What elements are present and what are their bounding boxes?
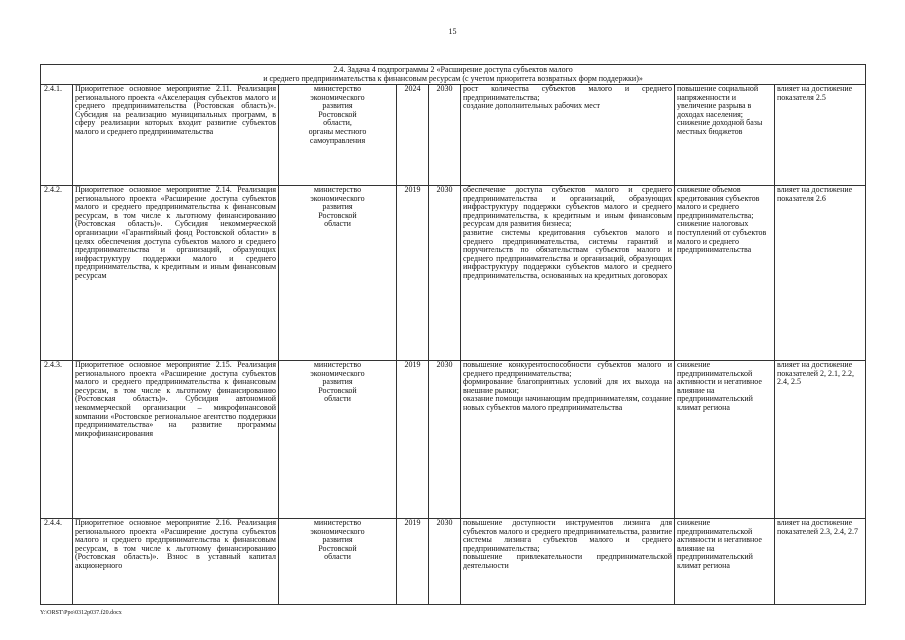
heading-line-1: 2.4. Задача 4 подпрограммы 2 «Расширение доступа субъектов малого [333,65,573,74]
footer-file-path: Y:\ORST\Ppo\0312p037.f20.docx [40,610,122,616]
table-row [41,85,866,186]
end-year-cell: 2030 [429,85,461,186]
indicators-cell: влияет на достижение показателя 2.5 [775,85,866,186]
table-row [41,186,866,361]
executor-cell: министерство экономического развития Ростовской области [279,186,397,361]
row-number: 2.4.4. [41,519,73,605]
indicators-cell: влияет на достижение показателей 2.3, 2.4, 2.7 [775,519,866,605]
result-cell: рост количества субъектов малого и среднего предпринимательства; создание дополнительных рабочих мест [461,85,675,186]
consequences-cell: снижение предпринимательской активности и негативное влияние на предпринимательский климат региона [675,519,775,605]
executor-cell: министерство экономического развития Ростовской области [279,519,397,605]
consequences-cell: повышение социальной напряженности и увеличение разрыва в доходах населения; снижение доходной базы местных бюджетов [675,85,775,186]
program-table [40,64,866,605]
start-year-cell: 2019 [397,519,429,605]
page-number: 15 [448,27,457,36]
table-row [41,361,866,519]
end-year-cell: 2030 [429,361,461,519]
indicators-cell: влияет на достижение показателей 2, 2.1, 2.2, 2.4, 2.5 [775,361,866,519]
row-number: 2.4.1. [41,85,73,186]
end-year-cell: 2030 [429,186,461,361]
row-number: 2.4.3. [41,361,73,519]
measure-cell: Приоритетное основное мероприятие 2.16. Реализация регионального проекта «Расширение доступа субъектов малого и среднего предпринимательства к финансовым ресурсам, в том числе к льготному финансированию (Ростовская область)». Взнос в уставный капитал акционерного [73,519,279,605]
consequences-cell: снижение предпринимательской активности и негативное влияние на предпринимательский климат региона [675,361,775,519]
measure-cell: Приоритетное основное мероприятие 2.15. Реализация регионального проекта «Расширение доступа субъектов малого и среднего предпринимательства к финансовым ресурсам, в том числе к льготному финансированию (Ростовская область)». Субсидия автономной некоммерческой организации – микрофинансовой компании «Ростовское региональное агентство поддержки предпринимательства» на развитие программы микрофинансирования [73,361,279,519]
indicators-cell: влияет на достижение показателя 2.6 [775,186,866,361]
start-year-cell: 2024 [397,85,429,186]
heading-line-2: и среднего предпринимательства к финансовым ресурсам (с учетом приоритета возвратных форм поддержки)» [263,74,643,83]
row-number: 2.4.2. [41,186,73,361]
consequences-cell: снижение объемов кредитования субъектов малого и среднего предпринимательства; снижение налоговых поступлений от субъектов малого и среднего предпринимательства [675,186,775,361]
start-year-cell: 2019 [397,186,429,361]
end-year-cell: 2030 [429,519,461,605]
table-section-heading-row [41,65,866,85]
executor-cell: министерство экономического развития Ростовской области, органы местного самоуправления [279,85,397,186]
result-cell: повышение конкурентоспособности субъектов малого и среднего предпринимательства; формирование благоприятных условий для их выхода на внешние рынки; оказание помощи начинающим предпринимателям, создание новых субъектов малого предпринимательства [461,361,675,519]
table-section-heading [41,65,866,85]
start-year-cell: 2019 [397,361,429,519]
measure-cell: Приоритетное основное мероприятие 2.11. Реализация регионального проекта «Акселерация субъектов малого и среднего предпринимательства (Ростовская область)». Субсидия на реализацию муниципальных программ, в сферу реализации которых входит развитие субъектов малого и среднего предпринимательства [73,85,279,186]
result-cell: обеспечение доступа субъектов малого и среднего предпринимательства и организаций, образующих инфраструктуру поддержки субъектов малого и среднего предпринимательства, к кредитным и иным финансовым ресурсам для развития бизнеса; развитие системы кредитования субъектов малого и среднего предпринимательства, системы гарантий и поручительств по обязательствам субъектов малого и среднего предпринимательства и организаций, образующих инфраструктуру поддержки субъектов малого и среднего предпринимательства, основанных на кредитных договорах [461,186,675,361]
result-cell: повышение доступности инструментов лизинга для субъектов малого и среднего предпринимательства, развитие системы лизинга субъектов малого и среднего предпринимательства; повышение привлекательности предпринимательской деятельности [461,519,675,605]
executor-cell: министерство экономического развития Ростовской области [279,361,397,519]
table-row [41,519,866,605]
measure-cell: Приоритетное основное мероприятие 2.14. Реализация регионального проекта «Расширение доступа субъектов малого и среднего предпринимательства к финансовым ресурсам, в том числе к льготному финансированию (Ростовская область)». Субсидия некоммерческой организации «Гарантийный фонд Ростовской области» в целях обеспечения доступа субъектов малого и среднего предпринимательства и организаций, образующих инфраструктуру поддержки малого и среднего предпринимательства, к кредитным и иным финансовым ресурсам [73,186,279,361]
